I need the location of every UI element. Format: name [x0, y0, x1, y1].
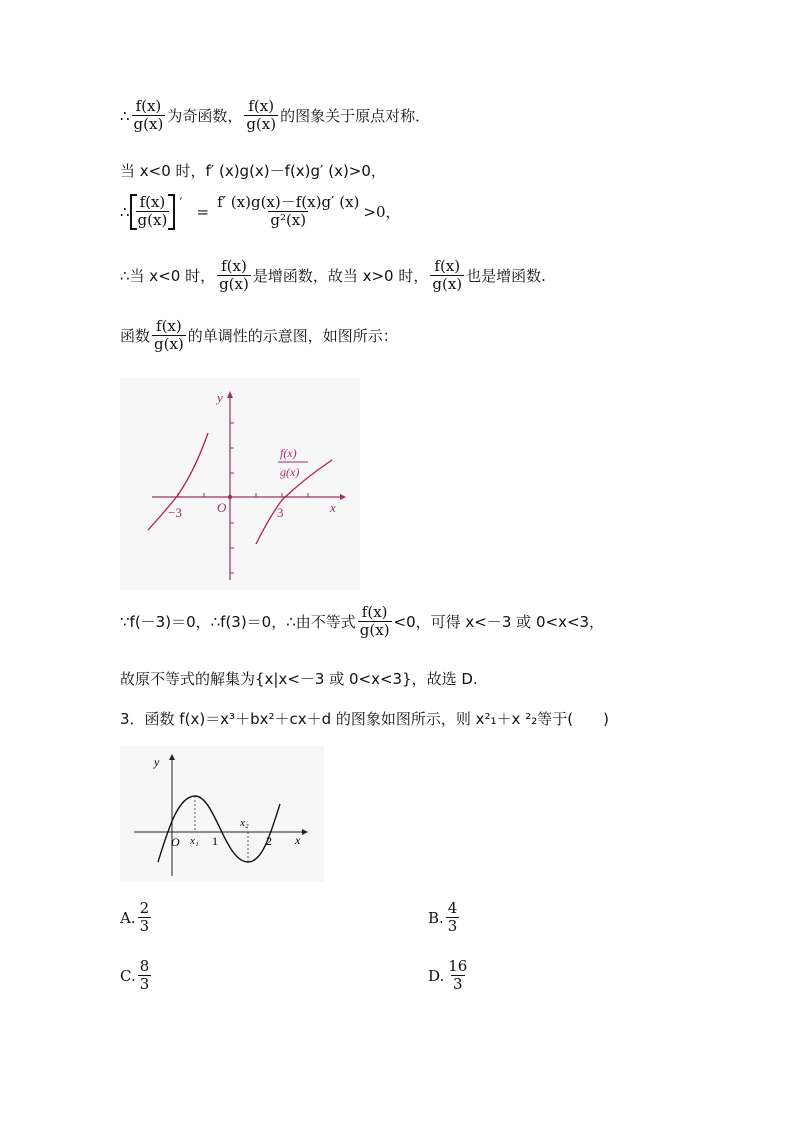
- x2-label: x₂: [240, 817, 249, 829]
- option-d[interactable]: D. $\frac{16}{3}$: [428, 957, 468, 994]
- option-b[interactable]: B. $\frac{4}{3}$: [428, 899, 458, 936]
- x-axis-label: x: [330, 500, 336, 515]
- x1-label: x₁: [190, 835, 199, 847]
- bracket-expression: $\frac{f(x)}{g(x)}$: [130, 194, 176, 230]
- monotonicity-graph: [120, 378, 360, 590]
- solution-line-3: ∴ $\frac{f(x)}{g(x)}$ ′ = $\frac{f' (x)g(x)-f(x)g' (x)}{\text{g²(x)}}$ >0，: [120, 193, 401, 230]
- one-label: 1: [212, 834, 218, 848]
- fraction-f-over-g: $\frac{f(x)}{g(x)}$: [133, 97, 164, 134]
- y-axis-label: y: [154, 755, 160, 769]
- origin-label: O: [171, 835, 180, 849]
- graph-background: [120, 746, 324, 882]
- fraction-f-over-g: $\frac{f(x)}{g(x)}$: [246, 97, 277, 134]
- y-axis-label: y: [217, 390, 223, 405]
- therefore-symbol: ∴: [120, 106, 130, 125]
- cubic-graph: [120, 746, 324, 882]
- origin-label: O: [217, 500, 227, 515]
- neg-three-label: −3: [168, 505, 182, 520]
- solution-line-4: ∴当 x<0 时， $\frac{f(x)}{g(x)}$ 是增函数，故当 x>0 时， $\frac{f(x)}{g(x)}$ 也是增函数.: [120, 257, 546, 294]
- solution-line-7: 故原不等式的解集为{x|x<－3 或 0<x<3}，故选 D.: [120, 670, 478, 688]
- curve-label-denominator: g(x): [280, 465, 300, 479]
- solution-line-5: 函数 $\frac{f(x)}{g(x)}$ 的单调性的示意图，如图所示：: [120, 317, 398, 354]
- graph-background: [120, 378, 360, 590]
- curve-label-numerator: f(x): [280, 446, 297, 460]
- origin-point: [228, 495, 232, 499]
- option-a[interactable]: A. $\frac{2}{3}$: [120, 899, 150, 936]
- x-axis-label: x: [295, 833, 301, 847]
- solution-line-1: ∴ $\frac{f(x)}{g(x)}$ 为奇函数， $\frac{f(x)}{g(x)}$ 的图象关于原点对称．: [120, 97, 431, 134]
- pos-three-label: 3: [277, 505, 284, 520]
- two-label: 2: [266, 834, 272, 848]
- option-c[interactable]: C. $\frac{8}{3}$: [120, 957, 150, 994]
- solution-line-6: ∵f(－3)＝0，∴f(3)＝0，∴由不等式 $\frac{f(x)}{g(x)}$ <0，可得 x<－3 或 0<x<3，: [120, 603, 605, 640]
- derivative-fraction: $\frac{f' (x)g(x)-f(x)g' (x)}{\text{g²(x)}}$: [217, 193, 360, 230]
- problem-3-statement: 3．函数 f(x)＝x³＋bx²＋cx＋d 的图象如图所示，则 x²₁＋x ²₂等于( ): [120, 710, 609, 728]
- solution-line-2: 当 x<0 时，f′ (x)g(x)－f(x)g′ (x)>0，: [120, 162, 386, 180]
